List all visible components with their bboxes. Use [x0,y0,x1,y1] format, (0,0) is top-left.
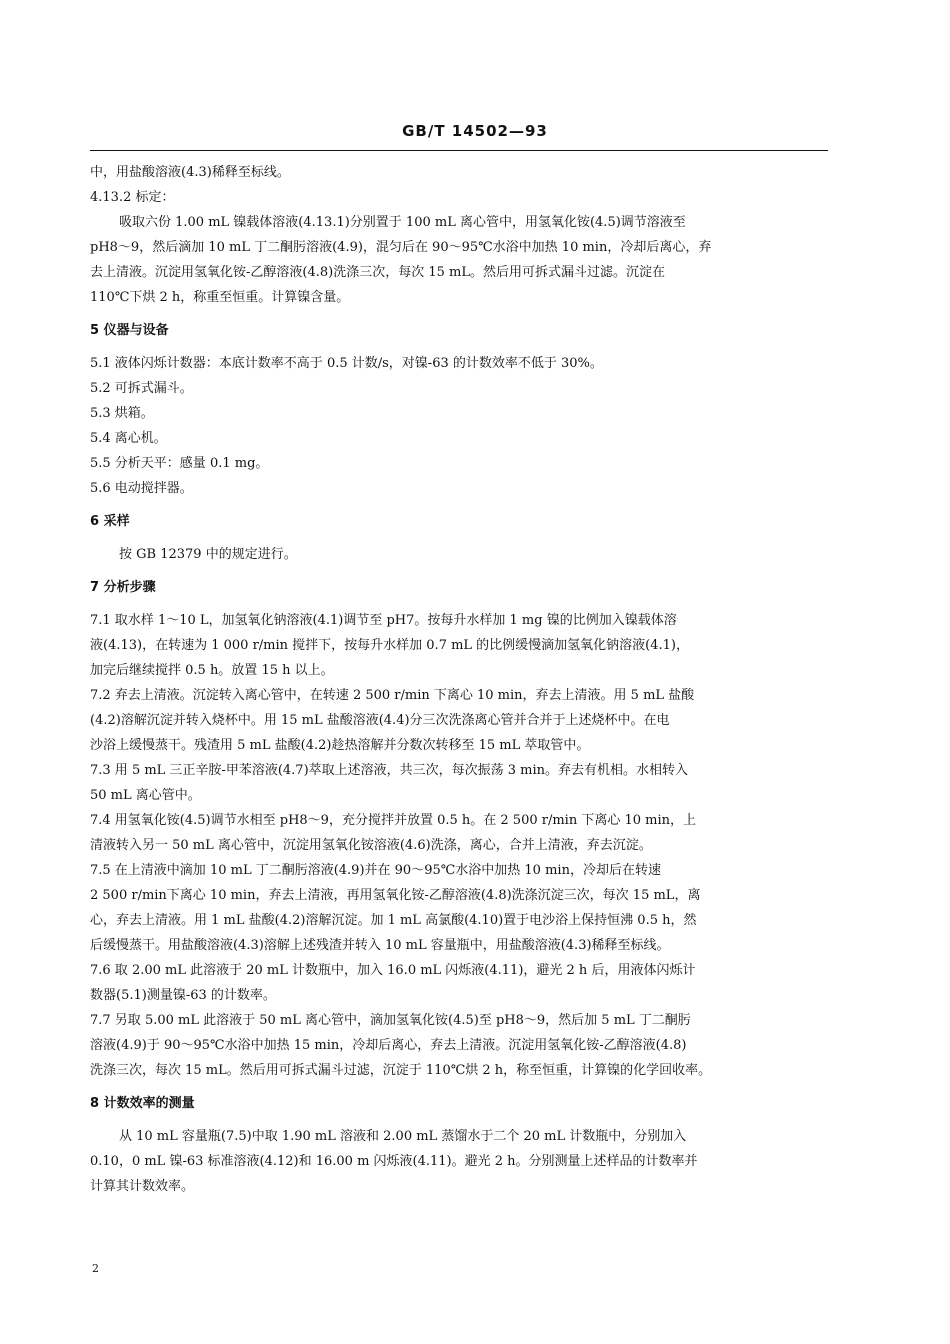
text-line: 7.5 在上清液中滴加 10 mL 丁二酮肟溶液(4.9)并在 90～95℃水浴中加热 10 min，冷却后在转速 [90,863,661,878]
text-line: 50 mL 离心管中。 [90,788,201,803]
text-line: 清液转入另一 50 mL 离心管中，沉淀用氢氧化铵溶液(4.6)洗涤，离心，合并上清液，弃去沉淀。 [90,838,652,853]
section-heading: 5 仪器与设备 [90,323,169,338]
text-line: 7.2 弃去上清液。沉淀转入离心管中，在转速 2 500 r/min 下离心 10 min，弃去上清液。用 5 mL 盐酸 [90,688,695,703]
section-heading: 7 分析步骤 [90,580,156,595]
text-line: 后缓慢蒸干。用盐酸溶液(4.3)溶解上述残渣并转入 10 mL 容量瓶中，用盐酸溶液(4.3)稀释至标线。 [90,938,670,953]
text-line: 110℃下烘 2 h，称重至恒重。计算镍含量。 [90,290,350,305]
text-line: (4.2)溶解沉淀并转入烧杯中。用 15 mL 盐酸溶液(4.4)分三次洗涤离心管并合并于上述烧杯中。在电 [90,713,670,728]
text-line: 数器(5.1)测量镍-63 的计数率。 [90,988,276,1003]
text-line: 按 GB 12379 中的规定进行。 [119,547,297,562]
text-line: 5.2 可拆式漏斗。 [90,381,193,396]
text-line: 7.3 用 5 mL 三正辛胺-甲苯溶液(4.7)萃取上述溶液，共三次，每次振荡 3 min。弃去有机相。水相转入 [90,763,689,778]
page-header-title: GB/T 14502—93 [402,122,548,140]
text-line: pH8～9，然后滴加 10 mL 丁二酮肟溶液(4.9)，混匀后在 90～95℃水浴中加热 10 min，冷却后离心，弃 [90,240,712,255]
text-line: 吸取六份 1.00 mL 镍载体溶液(4.13.1)分别置于 100 mL 离心管中，用氢氧化铵(4.5)调节溶液至 [119,215,686,230]
text-line: 7.4 用氢氧化铵(4.5)调节水相至 pH8～9，充分搅拌并放置 0.5 h。在 2 500 r/min 下离心 10 min，上 [90,813,696,828]
page-number: 2 [92,1262,99,1275]
text-line: 5.5 分析天平：感量 0.1 mg。 [90,456,269,471]
text-line: 溶液(4.9)于 90～95℃水浴中加热 15 min，冷却后离心，弃去上清液。沉淀用氢氧化铵-乙醇溶液(4.8) [90,1038,687,1053]
header-rule [90,150,828,151]
text-line: 心，弃去上清液。用 1 mL 盐酸(4.2)溶解沉淀。加 1 mL 高氯酸(4.10)置于电沙浴上保持恒沸 0.5 h，然 [90,913,697,928]
text-line: 7.1 取水样 1～10 L，加氢氧化钠溶液(4.1)调节至 pH7。按每升水样加 1 mg 镍的比例加入镍载体溶 [90,613,677,628]
text-line: 洗涤三次，每次 15 mL。然后用可拆式漏斗过滤，沉淀于 110℃烘 2 h，称至恒重，计算镍的化学回收率。 [90,1063,712,1078]
text-line: 5.4 离心机。 [90,431,167,446]
text-line: 5.1 液体闪烁计数器：本底计数率不高于 0.5 计数/s，对镍-63 的计数效率不低于 30%。 [90,356,603,371]
text-line: 4.13.2 标定： [90,190,175,205]
text-line: 去上清液。沉淀用氢氧化铵-乙醇溶液(4.8)洗涤三次，每次 15 mL。然后用可拆式漏斗过滤。沉淀在 [90,265,665,280]
text-line: 5.6 电动搅拌器。 [90,481,193,496]
text-line: 计算其计数效率。 [90,1179,195,1194]
text-line: 沙浴上缓慢蒸干。残渣用 5 mL 盐酸(4.2)趁热溶解并分数次转移至 15 mL 萃取管中。 [90,738,590,753]
text-line: 从 10 mL 容量瓶(7.5)中取 1.90 mL 溶液和 2.00 mL 蒸馏水于二个 20 mL 计数瓶中，分别加入 [119,1129,687,1144]
text-line: 0.10，0 mL 镍-63 标准溶液(4.12)和 16.00 m 闪烁液(4.11)。避光 2 h。分别测量上述样品的计数率并 [90,1154,698,1169]
text-line: 7.6 取 2.00 mL 此溶液于 20 mL 计数瓶中，加入 16.0 mL 闪烁液(4.11)，避光 2 h 后，用液体闪烁计 [90,963,696,978]
text-line: 液(4.13)，在转速为 1 000 r/min 搅拌下，按每升水样加 0.7 mL 的比例缓慢滴加氢氧化钠溶液(4.1)， [90,638,690,653]
text-line: 2 500 r/min下离心 10 min，弃去上清液，再用氢氧化铵-乙醇溶液(4.8)洗涤沉淀三次，每次 15 mL，离 [90,888,701,903]
text-line: 中，用盐酸溶液(4.3)稀释至标线。 [90,165,290,180]
text-line: 5.3 烘箱。 [90,406,154,421]
section-heading: 6 采样 [90,514,130,529]
document-body [90,160,832,1199]
text-line: 加完后继续搅拌 0.5 h。放置 15 h 以上。 [90,663,334,678]
text-line: 7.7 另取 5.00 mL 此溶液于 50 mL 离心管中，滴加氢氧化铵(4.5)至 pH8～9，然后加 5 mL 丁二酮肟 [90,1013,691,1028]
section-heading: 8 计数效率的测量 [90,1096,195,1111]
